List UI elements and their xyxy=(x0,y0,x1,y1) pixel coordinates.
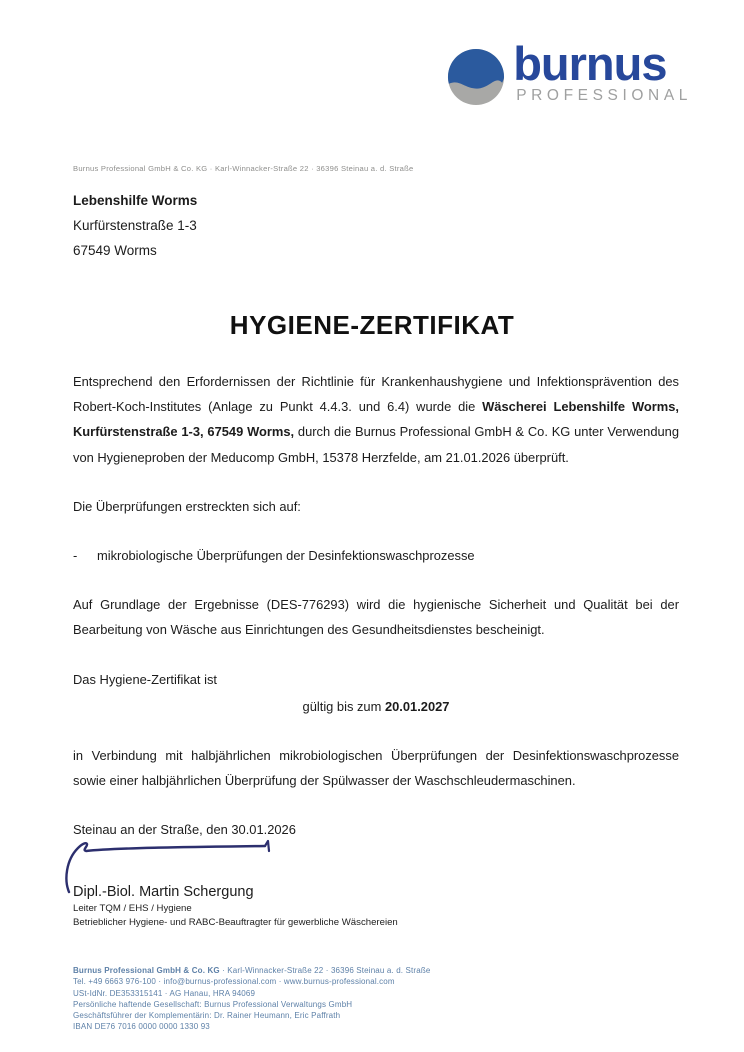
signer-name: Dipl.-Biol. Martin Schergung xyxy=(73,884,254,900)
footer-company-address: · Karl-Winnacker-Straße 22 · 36396 Steinau a. d. Straße xyxy=(219,966,431,975)
recipient-street: Kurfürstenstraße 1-3 xyxy=(73,218,197,233)
sender-address-line: Burnus Professional GmbH & Co. KG · Karl-Winnacker-Straße 22 · 36396 Steinau a. d. Straße xyxy=(73,164,414,173)
paragraph-introduction-part2: durch die Burnus Professional GmbH & Co. KG unter Verwendung von Hygieneproben der Meducomp GmbH, 15378 Herzfelde, am 21.01.2026 überprüft. xyxy=(73,424,680,465)
laundry-name-bold: Wäscherei Lebenshilfe Worms, Kurfürstenstraße 1-3, 67549 Worms, xyxy=(73,399,679,440)
document-title: HYGIENE-ZERTIFIKAT xyxy=(229,310,515,340)
bullet-dash: - xyxy=(73,548,78,564)
paragraph-validity-intro: Das Hygiene-Zertifikat ist xyxy=(73,671,217,687)
footer-line-contact: Tel. +49 6663 976-100 · info@burnus-professional.com · www.burnus-professional.com xyxy=(73,977,395,987)
footer-line-liability: Persönliche haftende Gesellschaft: Burnus Professional Verwaltungs GmbH xyxy=(73,999,353,1009)
recipient-city: 67549 Worms xyxy=(73,243,157,258)
recipient-name: Lebenshilfe Worms xyxy=(73,193,198,208)
footer-line-company xyxy=(73,965,430,976)
footer-line-tax: USt-IdNr. DE353315141 · AG Hanau, HRA 94069 xyxy=(73,988,256,998)
footer-company-name: Burnus Professional GmbH & Co. KG xyxy=(73,966,220,975)
paragraph-scope-intro: Die Überprüfungen erstreckten sich auf: xyxy=(73,498,301,514)
signer-block xyxy=(73,882,398,930)
place-date-line: Steinau an der Straße, den 30.01.2026 xyxy=(73,822,296,838)
validity-date: 20.01.2027 xyxy=(384,698,450,714)
validity-line xyxy=(73,694,679,719)
validity-prefix: gültig bis zum xyxy=(302,698,385,714)
paragraph-results: Auf Grundlage der Ergebnisse (DES-776293) wird die hygienische Sicherheit und Qualität bei der Bearbeitung von Wäsche aus Einrichtungen des Gesundheitsdienstes bescheinigt. xyxy=(73,597,679,638)
document-body xyxy=(73,369,679,867)
paragraph-conditions: in Verbindung mit halbjährlichen mikrobiologischen Überprüfungen der Desinfektionswaschprozesse sowie einer halbjährlichen Überprüfung der Spülwasser der Waschschleudermaschinen. xyxy=(73,748,679,789)
paragraph-introduction-part1: Entsprechend den Erfordernissen der Richtlinie für Krankenhaushygiene und Infektionsprävention des Robert-Koch-Institutes (Anlage zu Punkt 4.4.3. und 6.4) wurde die xyxy=(73,374,679,415)
footer-line-management: Geschäftsführer der Komplementärin: Dr. Rainer Heumann, Eric Paffrath xyxy=(73,1011,341,1021)
burnus-logo-icon xyxy=(447,48,505,106)
scope-list-item xyxy=(73,543,679,568)
company-logo xyxy=(447,37,692,106)
paragraph-introduction xyxy=(73,369,679,470)
recipient-address-block xyxy=(73,188,197,263)
logo-brand-text: burnus xyxy=(513,37,667,90)
scope-list-item-text: mikrobiologische Überprüfungen der Desinfektionswaschprozesse xyxy=(97,548,475,564)
footer-line-iban: IBAN DE76 7016 0000 0000 1330 93 xyxy=(73,1022,210,1032)
signer-role-1: Leiter TQM / EHS / Hygiene xyxy=(73,903,192,914)
signer-role-2: Betrieblicher Hygiene- und RABC-Beauftragter für gewerbliche Wäschereien xyxy=(73,917,398,928)
footer-company-info xyxy=(73,965,430,1033)
logo-wordmark xyxy=(513,37,692,105)
logo-subtitle-text: PROFESSIONAL xyxy=(516,87,692,104)
